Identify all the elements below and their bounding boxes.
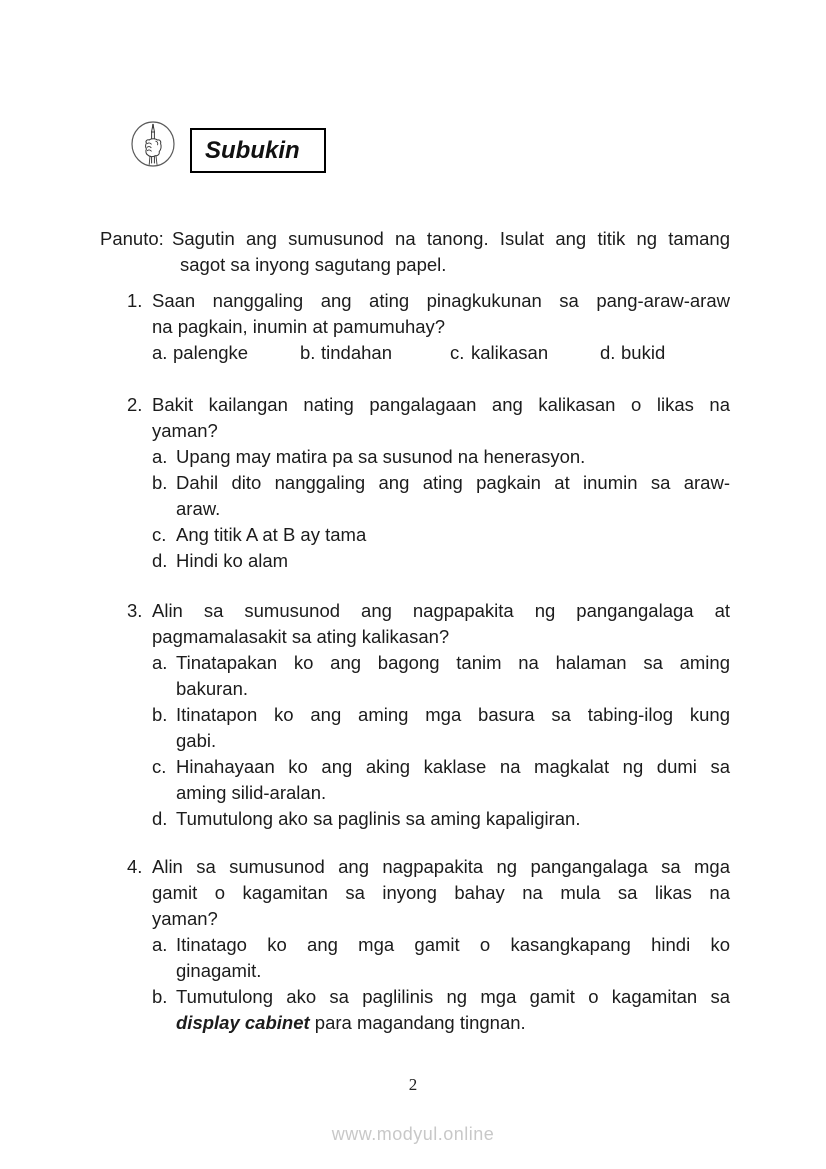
option-text: bukid [621, 342, 666, 363]
option-letter: b. [152, 472, 168, 493]
option-text [176, 702, 730, 754]
question-text [152, 392, 730, 574]
options-row [152, 340, 730, 366]
option-line-rest: para magandang tingnan. [309, 1012, 526, 1033]
option-letter: a. [152, 652, 168, 673]
option-line: Itinatapon ko ang aming mga basura sa tabing-ilog kung [176, 704, 730, 725]
option-c [152, 754, 730, 806]
option-letter: b. [152, 704, 168, 725]
option-letter: a. [152, 342, 168, 363]
option-line: Itinatago ko ang mga gamit o kasangkapang hindi ko [176, 934, 730, 955]
option-line: ginagamit. [176, 960, 262, 981]
question-text [152, 288, 730, 366]
option-letter: c. [450, 342, 465, 363]
instructions-text [172, 226, 730, 278]
question-line: Bakit kailangan nating pangalagaan ang kalikasan o likas na [152, 394, 730, 415]
option-text [176, 650, 730, 702]
option-line: Tumutulong ako sa paglilinis ng mga gamit o kagamitan sa [176, 986, 730, 1007]
option-line: Hindi ko alam [176, 550, 289, 571]
option-letter: b. [152, 986, 168, 1007]
question-row [127, 598, 730, 832]
instructions-line: sagot sa inyong sagutang papel. [180, 254, 447, 275]
question-text [152, 598, 730, 832]
option-text [176, 522, 730, 548]
question-number: 2. [127, 394, 143, 415]
option-b [152, 470, 730, 522]
option-text: palengke [173, 342, 249, 363]
question-line: gamit o kagamitan sa inyong bahay na mula sa likas na [152, 882, 730, 903]
emphasized-term: display cabinet [176, 1012, 310, 1033]
option-a [152, 340, 300, 366]
question-3 [127, 598, 730, 832]
option-line: araw. [176, 498, 221, 519]
question-4 [127, 854, 730, 1036]
option-d [152, 806, 730, 832]
instructions [100, 226, 730, 278]
option-b [152, 984, 730, 1036]
option-d [152, 548, 730, 574]
option-text [176, 548, 730, 574]
option-text [176, 470, 730, 522]
option-c [450, 340, 600, 366]
question-line: Alin sa sumusunod ang nagpapakita ng pangangalaga sa mga [152, 856, 730, 877]
question-row [127, 288, 730, 366]
option-line: Hinahayaan ko ang aking kaklase na magkalat ng dumi sa [176, 756, 730, 777]
option-text [176, 806, 730, 832]
option-c [152, 522, 730, 548]
option-letter: c. [152, 756, 167, 777]
question-line: na pagkain, inumin at pamumuhay? [152, 316, 446, 337]
section-title: Subukin [205, 136, 300, 164]
question-line: yaman? [152, 908, 218, 929]
question-number: 1. [127, 290, 143, 311]
question-row [127, 854, 730, 1036]
option-letter: c. [152, 524, 167, 545]
option-line: Tinatapakan ko ang bagong tanim na halaman sa aming [176, 652, 730, 673]
option-text [176, 444, 730, 470]
option-line [176, 1010, 730, 1036]
option-line: gabi. [176, 730, 217, 751]
option-text: tindahan [321, 342, 392, 363]
option-line: Tumutulong ako sa paglinis sa aming kapaligiran. [176, 808, 581, 829]
watermark: www.modyul.online [331, 1124, 495, 1144]
question-row [127, 392, 730, 574]
page-number: 2 [408, 1075, 418, 1094]
question-2 [127, 392, 730, 574]
question-line: Alin sa sumusunod ang nagpapakita ng pangangalaga at [152, 600, 730, 621]
question-text [152, 854, 730, 1036]
section-title-box [190, 128, 326, 173]
question-number: 3. [127, 600, 143, 621]
option-letter: b. [300, 342, 316, 363]
option-text [176, 932, 730, 984]
option-text [176, 754, 730, 806]
option-b [300, 340, 450, 366]
question-line: Saan nanggaling ang ating pinagkukunan sa pang-araw-araw [152, 290, 730, 311]
option-line: Ang titik A at B ay tama [176, 524, 367, 545]
option-text: kalikasan [471, 342, 549, 363]
option-letter: d. [152, 808, 168, 829]
question-line: yaman? [152, 420, 218, 441]
instructions-label: Panuto: [100, 228, 164, 249]
option-letter: a. [152, 446, 168, 467]
option-a [152, 444, 730, 470]
option-d [600, 340, 730, 366]
option-text [176, 984, 730, 1036]
question-line: pagmamalasakit sa ating kalikasan? [152, 626, 450, 647]
option-b [152, 702, 730, 754]
option-line: Dahil dito nanggaling ang ating pagkain at inumin sa araw- [176, 472, 730, 493]
option-line: Upang may matira pa sa susunod na henerasyon. [176, 446, 586, 467]
option-line: aming silid-aralan. [176, 782, 327, 803]
option-letter: d. [600, 342, 616, 363]
option-a [152, 932, 730, 984]
option-line: bakuran. [176, 678, 248, 699]
question-number: 4. [127, 856, 143, 877]
option-letter: a. [152, 934, 168, 955]
instructions-line: Sagutin ang sumusunod na tanong. Isulat ang titik ng tamang [172, 228, 730, 249]
hand-writing-pencil-icon [131, 121, 175, 167]
option-letter: d. [152, 550, 168, 571]
option-a [152, 650, 730, 702]
question-1 [127, 288, 730, 366]
